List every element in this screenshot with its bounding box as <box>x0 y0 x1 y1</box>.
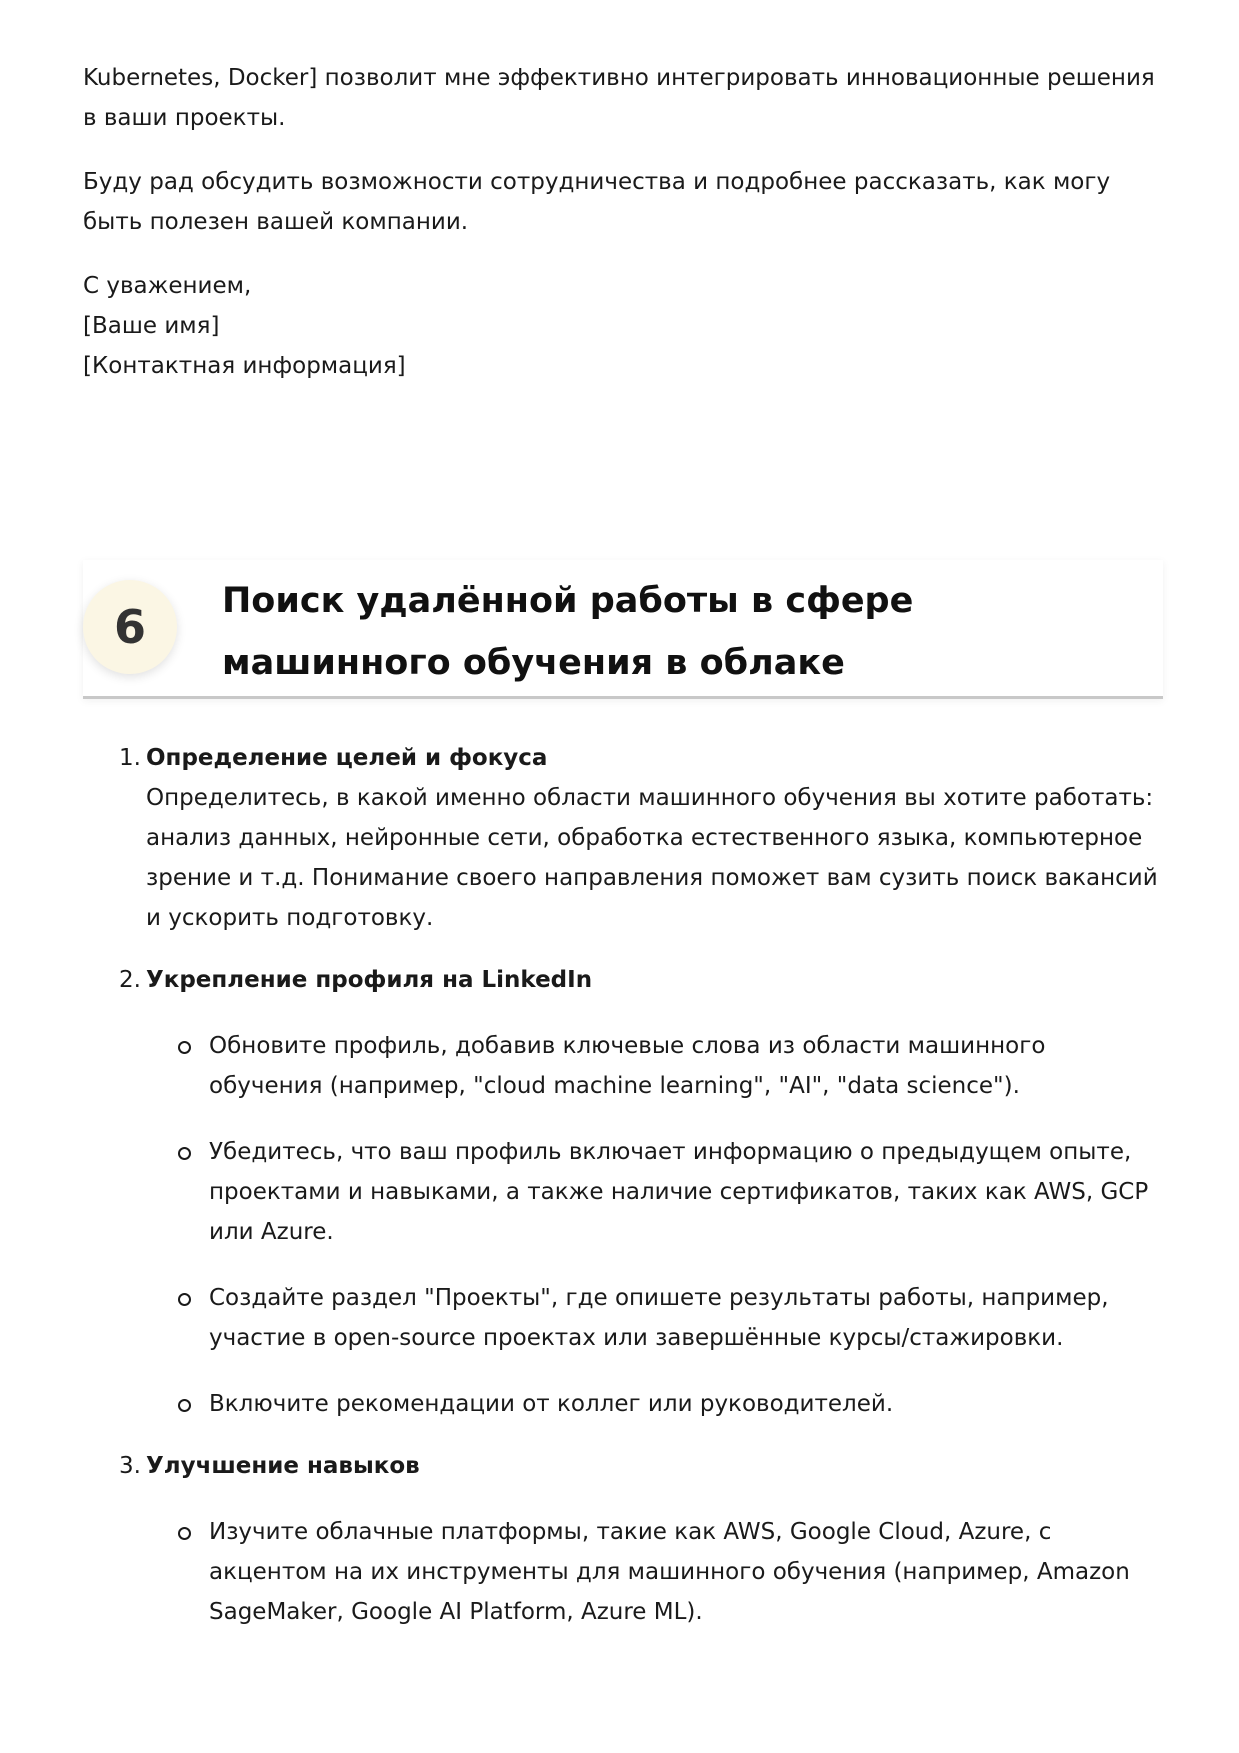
section-header <box>83 560 1163 699</box>
intro-paragraph-1: Kubernetes, Docker] позволит мне эффективно интегрировать инновационные решения в ваши проекты. <box>83 65 1155 131</box>
circle-bullet-icon <box>178 1041 191 1054</box>
list-item <box>146 1384 1163 1424</box>
list-item-text: Обновите профиль, добавив ключевые слова из области машинного обучения (например, "cloud machine learning", "AI", "data science"). <box>209 1033 1046 1099</box>
list-item-text: Убедитесь, что ваш профиль включает информацию о предыдущем опыте, проектами и навыками, а также наличие сертификатов, таких как AWS, GCP или Azure. <box>209 1139 1149 1245</box>
list-item <box>146 1026 1163 1106</box>
closing-name-placeholder: [Ваше имя] <box>83 313 220 339</box>
circle-bullet-icon <box>178 1399 191 1412</box>
step-item <box>83 960 1163 1424</box>
step-title: Укрепление профиля на LinkedIn <box>146 967 593 993</box>
list-item-text: Изучите облачные платформы, такие как AWS, Google Cloud, Azure, с акцентом на их инструменты для машинного обучения (например, Amazon SageMaker, Google AI Platform, Azure ML). <box>209 1519 1130 1625</box>
step-item <box>83 1446 1163 1632</box>
circle-bullet-icon <box>178 1527 191 1540</box>
sub-list <box>146 1512 1163 1632</box>
closing-contact-placeholder: [Контактная информация] <box>83 353 406 379</box>
list-item <box>146 1132 1163 1252</box>
step-number: 3. <box>119 1453 141 1479</box>
intro-paragraph-2: Буду рад обсудить возможности сотрудничества и подробнее рассказать, как могу быть полезен вашей компании. <box>83 169 1111 235</box>
section-title: Поиск удалённой работы в сфере машинного обучения в облаке <box>222 581 914 683</box>
list-item <box>146 1512 1163 1632</box>
sub-list <box>146 1026 1163 1424</box>
letter-closing <box>83 266 1163 386</box>
letter-ending <box>83 58 1163 386</box>
list-item-text: Создайте раздел "Проекты", где опишете результаты работы, например, участие в open-source проектах или завершённые курсы/стажировки. <box>209 1285 1109 1351</box>
list-item-text: Включите рекомендации от коллег или руководителей. <box>209 1391 894 1417</box>
circle-bullet-icon <box>178 1293 191 1306</box>
step-title: Определение целей и фокуса <box>146 745 548 771</box>
step-number: 1. <box>119 745 141 771</box>
step-item <box>83 738 1163 938</box>
list-item <box>146 1278 1163 1358</box>
circle-bullet-icon <box>178 1147 191 1160</box>
closing-salutation: С уважением, <box>83 273 252 299</box>
steps-list <box>83 738 1163 1654</box>
section-number-badge: 6 <box>83 580 177 674</box>
step-title: Улучшение навыков <box>146 1453 420 1479</box>
step-number: 2. <box>119 967 141 993</box>
step-body: Определитесь, в какой именно области машинного обучения вы хотите работать: анализ данных, нейронные сети, обработка естественного языка, компьютерное зрение и т.д. Понимание своего направления поможет вам сузить поиск вакансий и ускорить подготовку. <box>146 785 1158 931</box>
